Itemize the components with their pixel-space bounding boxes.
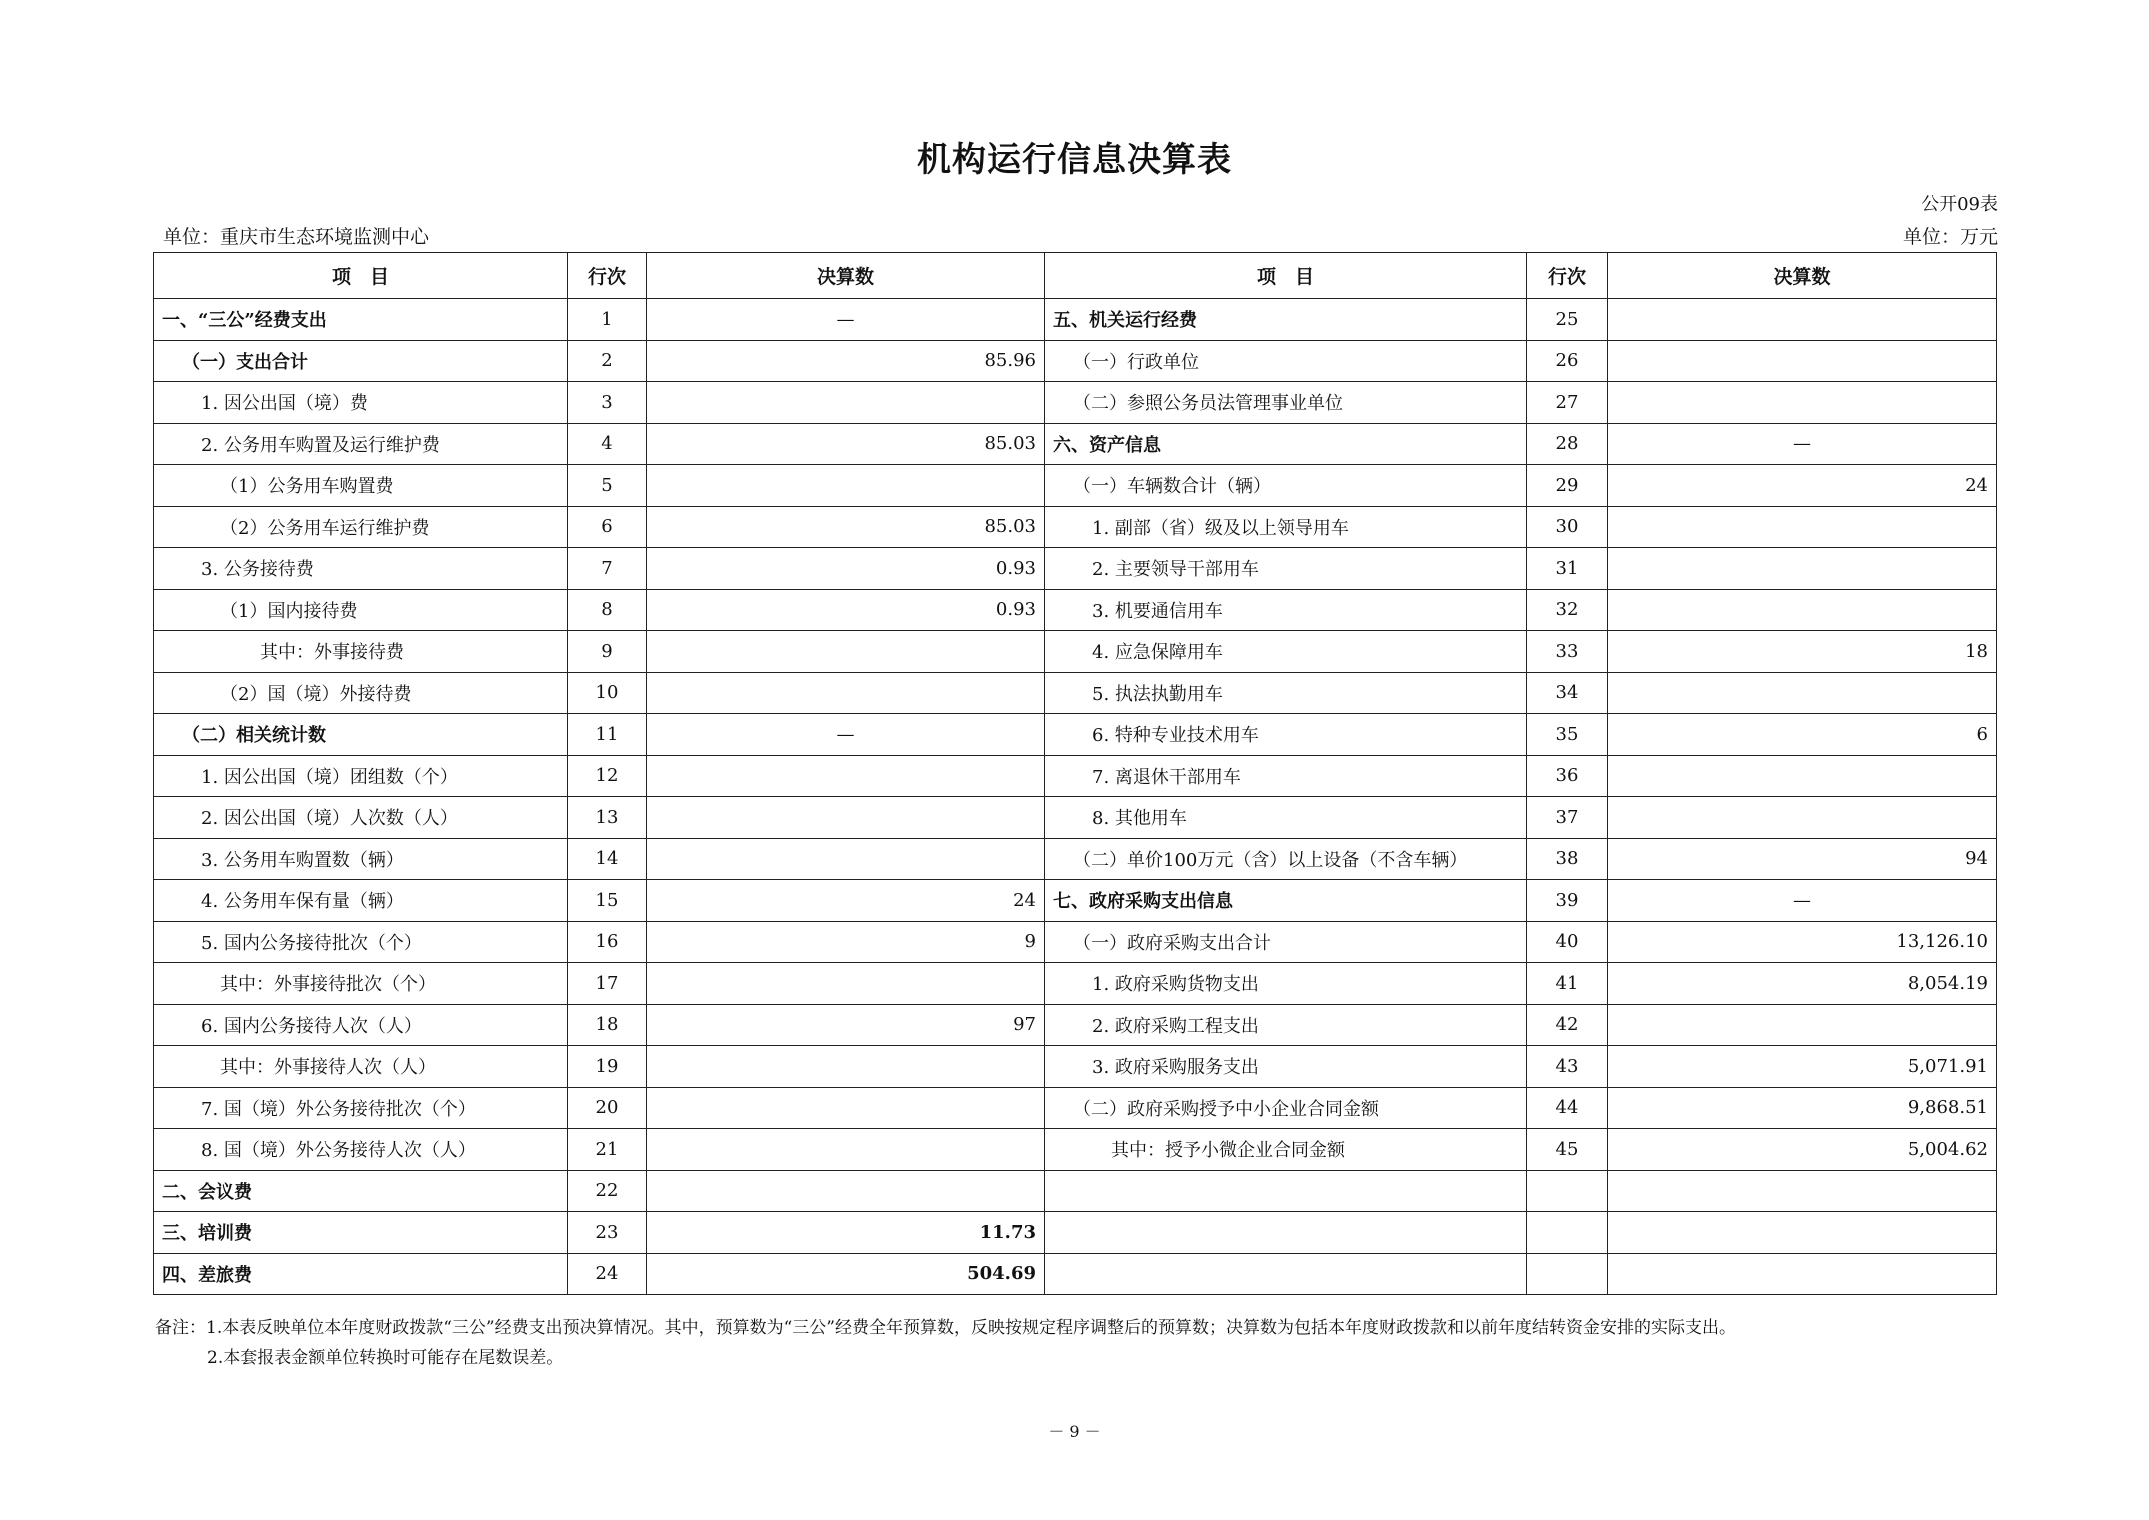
table-row — [154, 797, 1997, 839]
amount-right: 8,054.19 — [1608, 963, 1997, 1005]
item-left: 二、会议费 — [154, 1170, 568, 1212]
amount-left: — — [647, 299, 1045, 341]
amount-left: — — [647, 714, 1045, 756]
line-right: 32 — [1527, 589, 1608, 631]
header-amount-right: 决算数 — [1608, 253, 1997, 299]
item-right: 5. 执法执勤用车 — [1045, 672, 1527, 714]
line-right: 35 — [1527, 714, 1608, 756]
item-left: 其中：外事接待批次（个） — [154, 963, 568, 1005]
amount-right — [1608, 1253, 1997, 1295]
line-right: 39 — [1527, 880, 1608, 922]
line-right: 36 — [1527, 755, 1608, 797]
amount-left — [647, 797, 1045, 839]
amount-left: 85.03 — [647, 506, 1045, 548]
currency-unit: 单位：万元 — [1902, 226, 1998, 248]
table-row — [154, 631, 1997, 673]
amount-right — [1608, 589, 1997, 631]
amount-left: 11.73 — [647, 1212, 1045, 1254]
line-left: 3 — [568, 382, 647, 424]
item-right — [1045, 1253, 1527, 1295]
line-right: 28 — [1527, 423, 1608, 465]
amount-right: 6 — [1608, 714, 1997, 756]
amount-right — [1608, 299, 1997, 341]
amount-right: 94 — [1608, 838, 1997, 880]
line-left: 9 — [568, 631, 647, 673]
line-left: 23 — [568, 1212, 647, 1254]
item-left: 1. 因公出国（境）团组数（个） — [154, 755, 568, 797]
line-right: 34 — [1527, 672, 1608, 714]
amount-left — [647, 1046, 1045, 1088]
line-right: 31 — [1527, 548, 1608, 590]
line-left: 11 — [568, 714, 647, 756]
line-right: 37 — [1527, 797, 1608, 839]
line-left: 19 — [568, 1046, 647, 1088]
page-number: － 9 － — [1048, 1422, 1101, 1441]
line-right: 29 — [1527, 465, 1608, 507]
line-left: 18 — [568, 1004, 647, 1046]
amount-right: — — [1608, 423, 1997, 465]
header-line-right: 行次 — [1527, 253, 1608, 299]
item-left: （2）国（境）外接待费 — [154, 672, 568, 714]
line-right — [1527, 1170, 1608, 1212]
amount-right — [1608, 340, 1997, 382]
table-row — [154, 1087, 1997, 1129]
amount-left: 0.93 — [647, 548, 1045, 590]
table-row — [154, 589, 1997, 631]
amount-right: 24 — [1608, 465, 1997, 507]
line-right: 41 — [1527, 963, 1608, 1005]
line-left: 14 — [568, 838, 647, 880]
table-row — [154, 1170, 1997, 1212]
line-left: 8 — [568, 589, 647, 631]
table-row — [154, 755, 1997, 797]
line-right: 30 — [1527, 506, 1608, 548]
line-right: 42 — [1527, 1004, 1608, 1046]
table-row — [154, 1046, 1997, 1088]
line-right: 38 — [1527, 838, 1608, 880]
amount-right — [1608, 506, 1997, 548]
note-1: 备注：1.本表反映单位本年度财政拨款“三公”经费支出预决算情况。其中，预算数为“三公”经费全年预算数，反映按规定程序调整后的预算数；决算数为包括本年度财政拨款和以前年度结转资金安排的实际支出。 — [155, 1318, 1736, 1338]
amount-left — [647, 963, 1045, 1005]
line-left: 16 — [568, 921, 647, 963]
amount-right — [1608, 1170, 1997, 1212]
item-right — [1045, 1170, 1527, 1212]
item-left: 3. 公务用车购置数（辆） — [154, 838, 568, 880]
item-left: 一、“三公”经费支出 — [154, 299, 568, 341]
table-row — [154, 465, 1997, 507]
amount-left — [647, 838, 1045, 880]
amount-right — [1608, 755, 1997, 797]
item-left: （1）公务用车购置费 — [154, 465, 568, 507]
item-left: 其中：外事接待人次（人） — [154, 1046, 568, 1088]
header-amount-left: 决算数 — [647, 253, 1045, 299]
item-left: 5. 国内公务接待批次（个） — [154, 921, 568, 963]
item-left: （二）相关统计数 — [154, 714, 568, 756]
item-left: 其中：外事接待费 — [154, 631, 568, 673]
item-right: 2. 主要领导干部用车 — [1045, 548, 1527, 590]
item-left: 6. 国内公务接待人次（人） — [154, 1004, 568, 1046]
amount-left: 85.96 — [647, 340, 1045, 382]
item-right: （二）参照公务员法管理事业单位 — [1045, 382, 1527, 424]
table-row — [154, 838, 1997, 880]
amount-left — [647, 1170, 1045, 1212]
line-left: 5 — [568, 465, 647, 507]
amount-left — [647, 465, 1045, 507]
item-left: （1）国内接待费 — [154, 589, 568, 631]
table-row — [154, 714, 1997, 756]
line-right: 43 — [1527, 1046, 1608, 1088]
table-row — [154, 880, 1997, 922]
item-right: 3. 政府采购服务支出 — [1045, 1046, 1527, 1088]
amount-right — [1608, 797, 1997, 839]
line-right: 25 — [1527, 299, 1608, 341]
line-left: 10 — [568, 672, 647, 714]
amount-left — [647, 1129, 1045, 1171]
amount-right — [1608, 1212, 1997, 1254]
line-left: 13 — [568, 797, 647, 839]
table-row — [154, 1129, 1997, 1171]
table-row — [154, 1212, 1997, 1254]
header-line-left: 行次 — [568, 253, 647, 299]
amount-right: 5,071.91 — [1608, 1046, 1997, 1088]
amount-right — [1608, 548, 1997, 590]
item-right: 2. 政府采购工程支出 — [1045, 1004, 1527, 1046]
item-left: 1. 因公出国（境）费 — [154, 382, 568, 424]
item-left: 7. 国（境）外公务接待批次（个） — [154, 1087, 568, 1129]
line-left: 2 — [568, 340, 647, 382]
item-right: 4. 应急保障用车 — [1045, 631, 1527, 673]
amount-right — [1608, 672, 1997, 714]
amount-right — [1608, 1004, 1997, 1046]
item-right: （二）政府采购授予中小企业合同金额 — [1045, 1087, 1527, 1129]
page-title: 机构运行信息决算表 — [917, 140, 1232, 180]
item-left: 三、培训费 — [154, 1212, 568, 1254]
header-item-left: 项 目 — [154, 253, 568, 299]
amount-left: 504.69 — [647, 1253, 1045, 1295]
item-right: （一）车辆数合计（辆） — [1045, 465, 1527, 507]
item-right: 6. 特种专业技术用车 — [1045, 714, 1527, 756]
item-right: 其中：授予小微企业合同金额 — [1045, 1129, 1527, 1171]
line-left: 12 — [568, 755, 647, 797]
table-row — [154, 382, 1997, 424]
line-left: 20 — [568, 1087, 647, 1129]
item-left: （一）支出合计 — [154, 340, 568, 382]
line-left: 4 — [568, 423, 647, 465]
amount-left: 0.93 — [647, 589, 1045, 631]
amount-left: 24 — [647, 880, 1045, 922]
amount-left: 97 — [647, 1004, 1045, 1046]
item-right — [1045, 1212, 1527, 1254]
item-left: 4. 公务用车保有量（辆） — [154, 880, 568, 922]
table-row — [154, 506, 1997, 548]
table-row — [154, 548, 1997, 590]
item-left: 2. 公务用车购置及运行维护费 — [154, 423, 568, 465]
item-right: （一）政府采购支出合计 — [1045, 921, 1527, 963]
line-left: 1 — [568, 299, 647, 341]
line-right — [1527, 1253, 1608, 1295]
line-left: 24 — [568, 1253, 647, 1295]
amount-left: 9 — [647, 921, 1045, 963]
line-left: 21 — [568, 1129, 647, 1171]
amount-right: 9,868.51 — [1608, 1087, 1997, 1129]
settlement-table — [153, 252, 1997, 1295]
item-left: 四、差旅费 — [154, 1253, 568, 1295]
header-item-right: 项 目 — [1045, 253, 1527, 299]
line-right: 26 — [1527, 340, 1608, 382]
amount-right: 18 — [1608, 631, 1997, 673]
item-right: 8. 其他用车 — [1045, 797, 1527, 839]
notes — [155, 1313, 1736, 1373]
item-right: 七、政府采购支出信息 — [1045, 880, 1527, 922]
item-right: （二）单价100万元（含）以上设备（不含车辆） — [1045, 838, 1527, 880]
line-left: 22 — [568, 1170, 647, 1212]
table-row — [154, 921, 1997, 963]
item-right: 3. 机要通信用车 — [1045, 589, 1527, 631]
table-row — [154, 963, 1997, 1005]
item-left: 8. 国（境）外公务接待人次（人） — [154, 1129, 568, 1171]
line-right — [1527, 1212, 1608, 1254]
amount-left — [647, 382, 1045, 424]
amount-right: 13,126.10 — [1608, 921, 1997, 963]
item-left: （2）公务用车运行维护费 — [154, 506, 568, 548]
note-2: 2.本套报表金额单位转换时可能存在尾数误差。 — [207, 1348, 564, 1368]
reporting-unit: 单位：重庆市生态环境监测中心 — [163, 226, 430, 248]
amount-right — [1608, 382, 1997, 424]
item-left: 2. 因公出国（境）人次数（人） — [154, 797, 568, 839]
table-row — [154, 1004, 1997, 1046]
table-header-row — [154, 253, 1997, 299]
item-right: （一）行政单位 — [1045, 340, 1527, 382]
table-row — [154, 672, 1997, 714]
amount-left — [647, 672, 1045, 714]
form-number: 公开09表 — [1921, 194, 1998, 215]
line-left: 15 — [568, 880, 647, 922]
line-left: 7 — [568, 548, 647, 590]
item-left: 3. 公务接待费 — [154, 548, 568, 590]
line-right: 33 — [1527, 631, 1608, 673]
line-right: 40 — [1527, 921, 1608, 963]
item-right: 六、资产信息 — [1045, 423, 1527, 465]
item-right: 1. 副部（省）级及以上领导用车 — [1045, 506, 1527, 548]
line-left: 17 — [568, 963, 647, 1005]
item-right: 7. 离退休干部用车 — [1045, 755, 1527, 797]
amount-right: — — [1608, 880, 1997, 922]
table-row — [154, 299, 1997, 341]
amount-left — [647, 631, 1045, 673]
table-row — [154, 340, 1997, 382]
table-row — [154, 423, 1997, 465]
line-right: 44 — [1527, 1087, 1608, 1129]
amount-left — [647, 1087, 1045, 1129]
table-row — [154, 1253, 1997, 1295]
amount-left: 85.03 — [647, 423, 1045, 465]
item-right: 五、机关运行经费 — [1045, 299, 1527, 341]
item-right: 1. 政府采购货物支出 — [1045, 963, 1527, 1005]
amount-right: 5,004.62 — [1608, 1129, 1997, 1171]
line-right: 45 — [1527, 1129, 1608, 1171]
amount-left — [647, 755, 1045, 797]
line-left: 6 — [568, 506, 647, 548]
line-right: 27 — [1527, 382, 1608, 424]
